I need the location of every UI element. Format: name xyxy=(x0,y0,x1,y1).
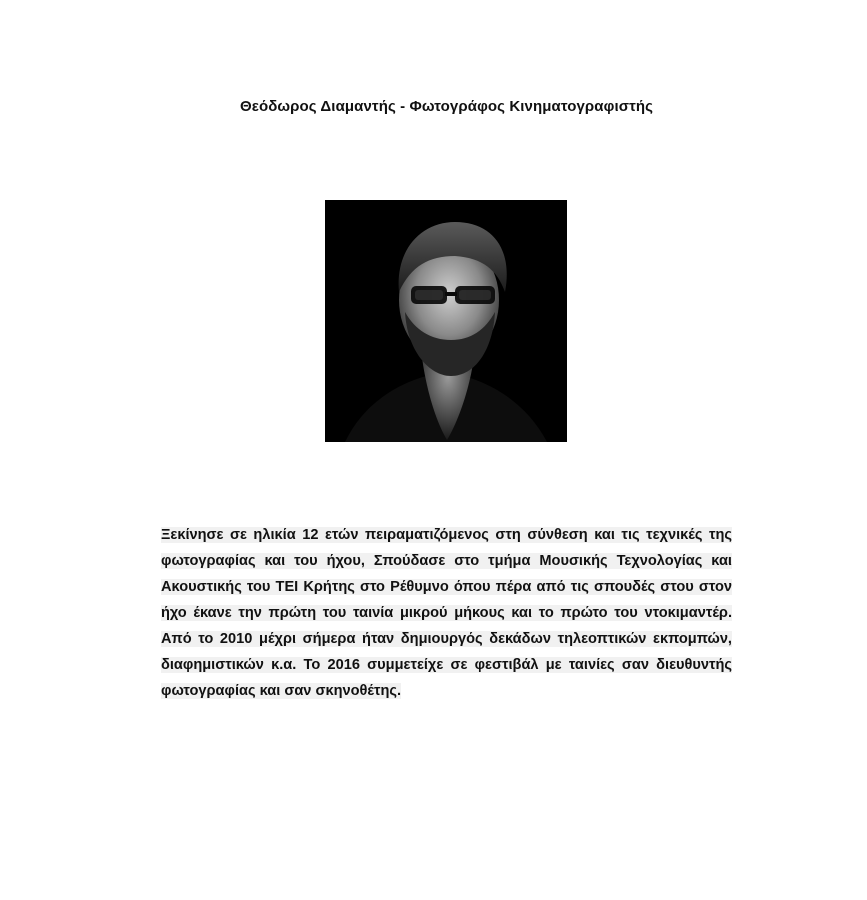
portrait-photo xyxy=(325,200,567,442)
page-title: Θεόδωρος Διαμαντής - Φωτογράφος Κινηματογραφιστής xyxy=(239,98,654,115)
biography-highlight: Ξεκίνησε σε ηλικία 12 ετών πειραματιζόμενος στη σύνθεση και τις τεχνικές της φωτογραφίας και του ήχου, Σπούδασε στο τμήμα Μουσικής Τεχνολογίας και Ακουστικής του ΤΕΙ Κρήτης στο Ρέθυμνο όπου πέρα από τις σπουδές στου στον ήχο έκανε την πρώτη του ταινία μικρού μήκους και το πρώτο του ντοκιμαντέρ. Από το 2010 μέχρι σήμερα ήταν δημιουργός δεκάδων τηλεοπτικών εκπομπών, διαφημιστικών κ.α. Το 2016 συμμετείχε σε φεστιβάλ με ταινίες σαν διευθυντής φωτογραφίας και σαν σκηνοθέτης. xyxy=(161,527,732,699)
biography-text xyxy=(161,522,732,704)
